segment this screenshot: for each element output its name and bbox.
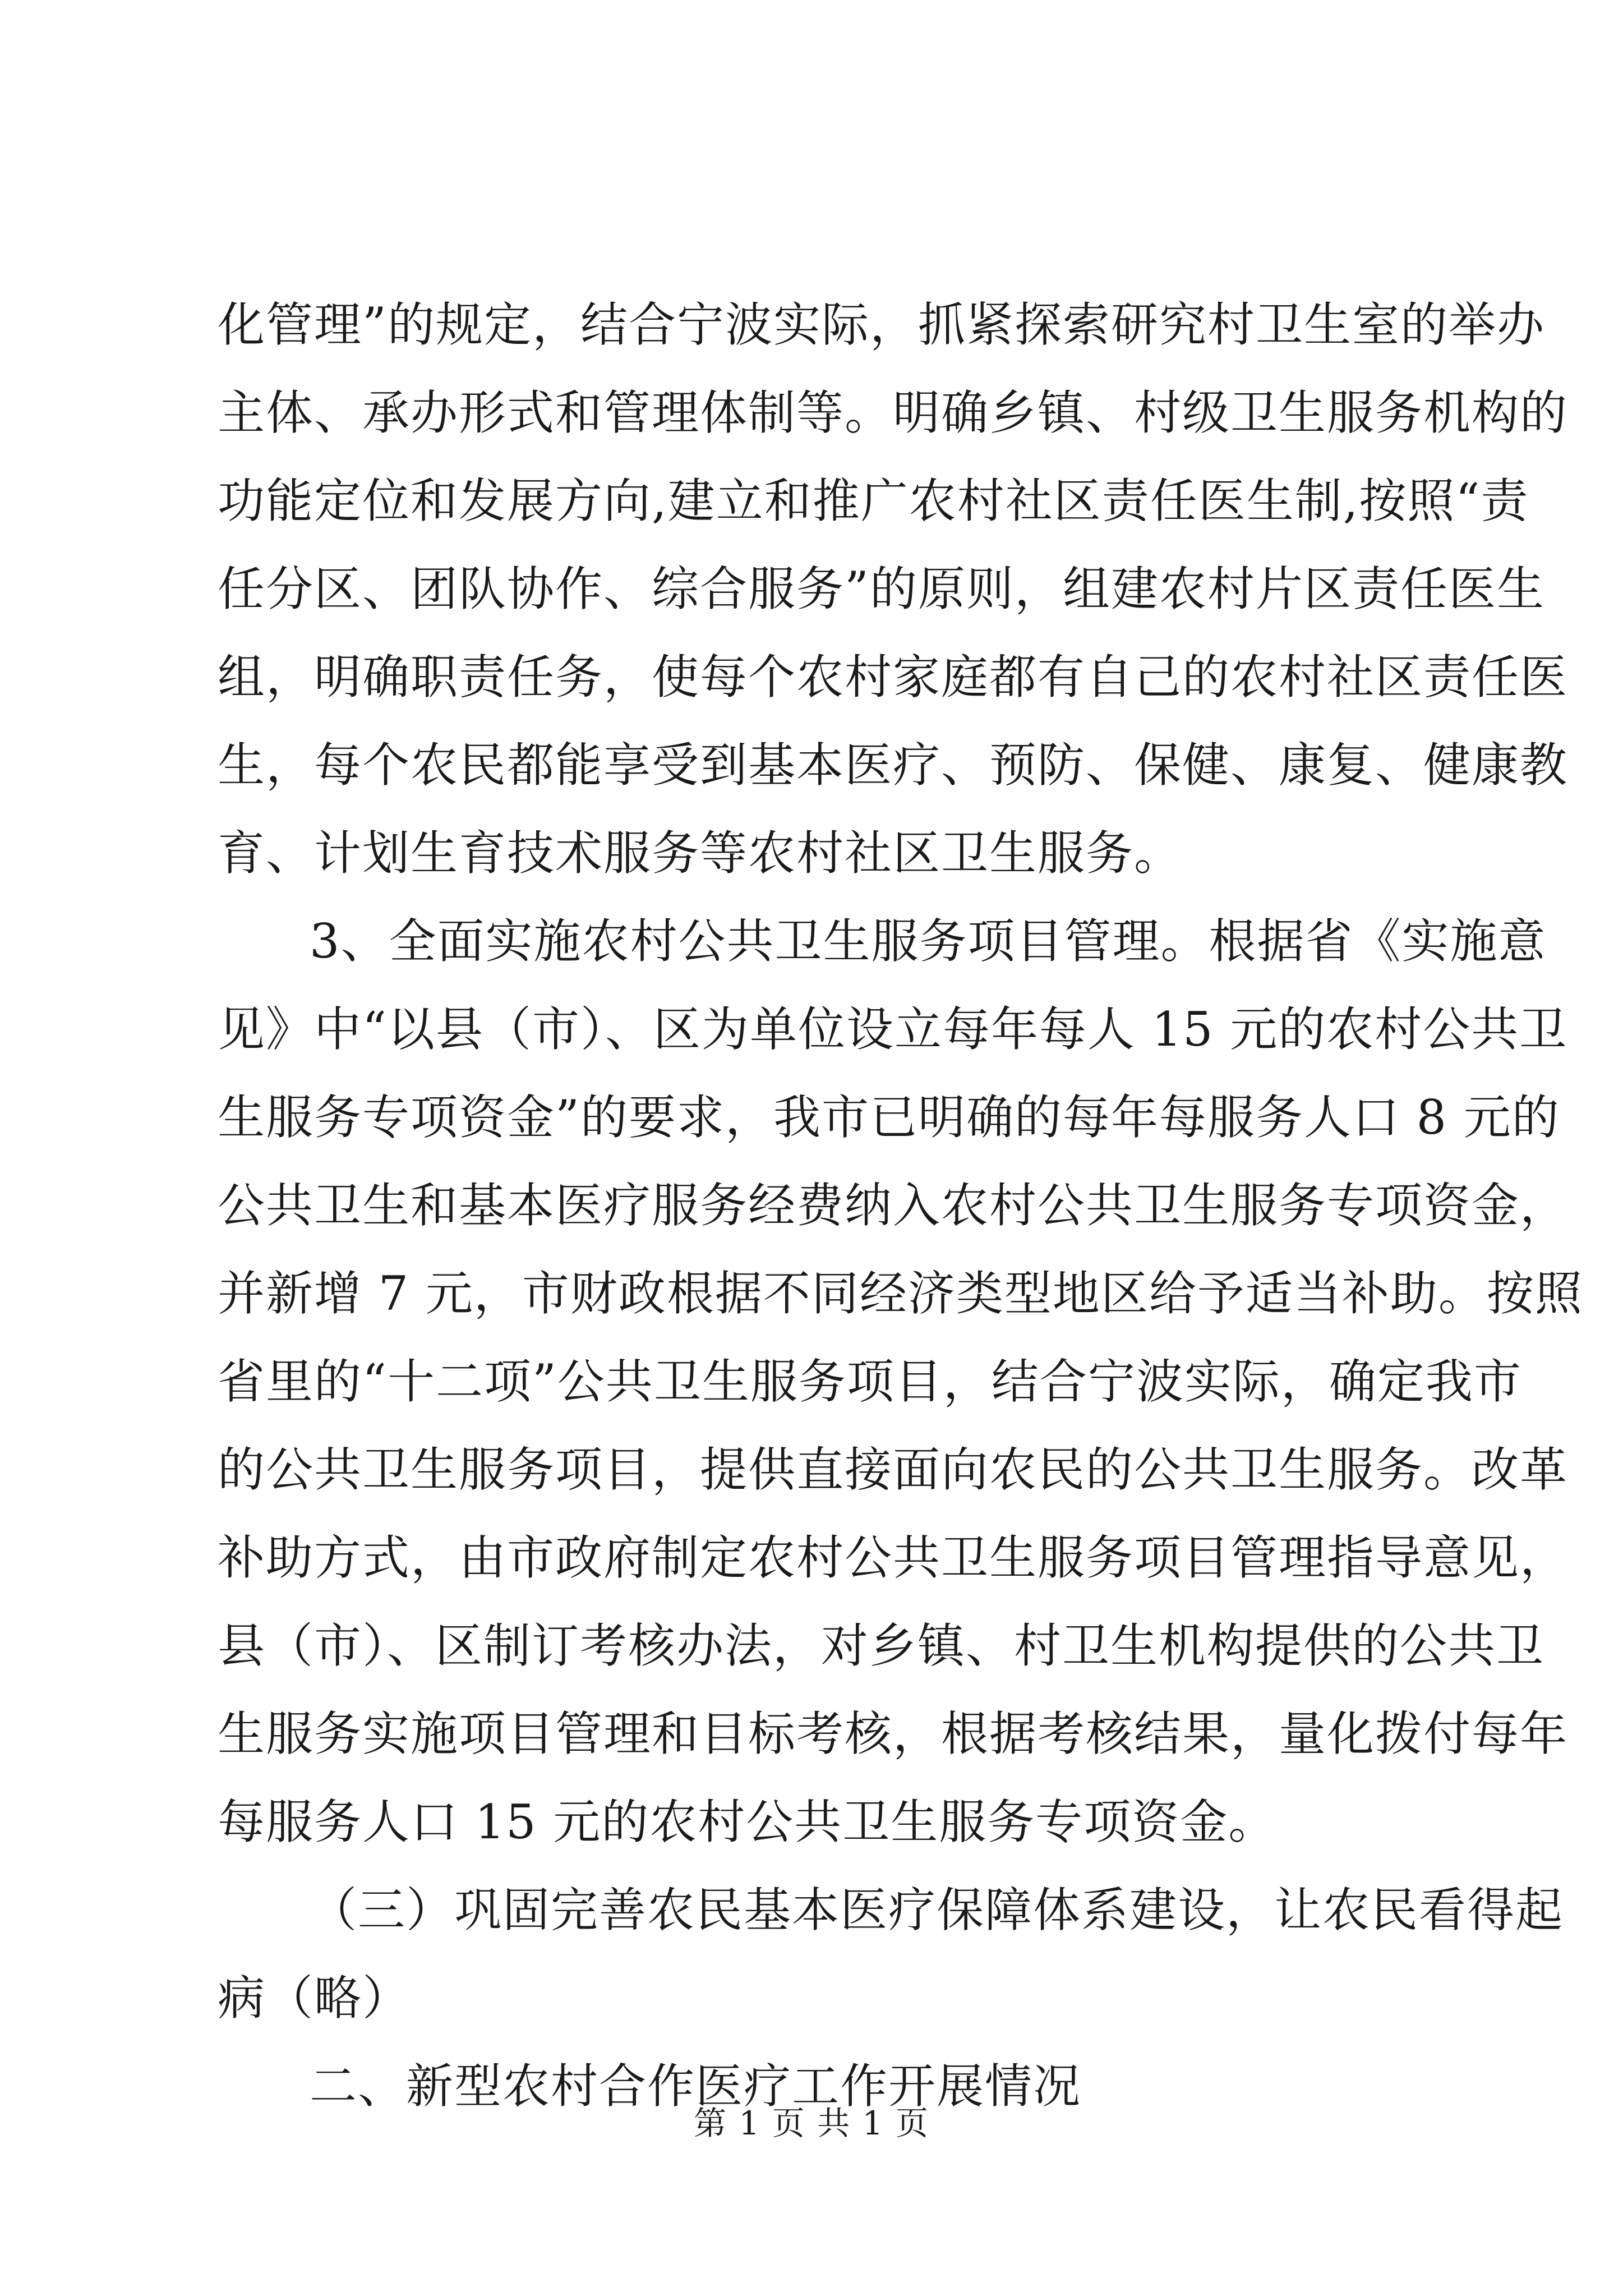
paragraph-1-line-3: 功能定位和发展方向,建立和推广农村社区责任医生制,按照“责: [218, 473, 1529, 528]
paragraph-1-line-7: 育、计划生育技术服务等农村社区卫生服务。: [218, 826, 1183, 881]
paragraph-2-line-3: 生服务专项资金”的要求，我市已明确的每年每服务人口 8 元的: [218, 1090, 1560, 1145]
paragraph-1-line-6: 生，每个农民都能享受到基本医疗、预防、保健、康复、健康教: [218, 738, 1569, 793]
paragraph-2-line-7: 的公共卫生服务项目，提供直接面向农民的公共卫生服务。改革: [218, 1442, 1569, 1497]
chapter-heading-2: 二、新型农村合作医疗工作开展情况: [310, 2059, 1082, 2114]
paragraph-2-line-11: 每服务人口 15 元的农村公共卫生服务专项资金。: [218, 1795, 1277, 1849]
section-heading-3-line-1: （三）巩固完善农民基本医疗保障体系建设，让农民看得起: [310, 1883, 1564, 1938]
section-heading-3-line-2: 病（略）: [218, 1971, 411, 2026]
paragraph-1-line-5: 组，明确职责任务，使每个农村家庭都有自己的农村社区责任医: [218, 650, 1569, 705]
paragraph-2-line-10: 生服务实施项目管理和目标考核，根据考核结果，量化拨付每年: [218, 1706, 1569, 1761]
paragraph-1-line-4: 任分区、团队协作、综合服务”的原则，组建农村片区责任医生: [218, 562, 1545, 616]
paragraph-2-line-6: 省里的“十二项”公共卫生服务项目，结合宁波实际，确定我市: [218, 1354, 1522, 1409]
paragraph-2-line-1: 3、全面实施农村公共卫生服务项目管理。根据省《实施意: [310, 914, 1547, 969]
paragraph-2-line-2: 见》中“以县（市）、区为单位设立每年每人 15 元的农村公共卫: [218, 1002, 1568, 1057]
document-body: [218, 297, 1583, 2147]
paragraph-2-line-5: 并新增 7 元，市财政根据不同经济类型地区给予适当补助。按照: [218, 1266, 1583, 1321]
paragraph-2-line-8: 补助方式，由市政府制定农村公共卫生服务项目管理指导意见，: [218, 1530, 1569, 1585]
paragraph-2-line-4: 公共卫生和基本医疗服务经费纳入农村公共卫生服务专项资金，: [218, 1178, 1569, 1233]
paragraph-1-line-1: 化管理”的规定，结合宁波实际，抓紧探索研究村卫生室的举办: [218, 297, 1545, 352]
paragraph-1-line-2: 主体、承办形式和管理体制等。明确乡镇、村级卫生服务机构的: [218, 385, 1569, 440]
paragraph-2-line-9: 县（市）、区制订考核办法，对乡镇、村卫生机构提供的公共卫: [218, 1618, 1545, 1673]
page-footer: 第 1 页 共 1 页: [694, 2104, 929, 2142]
